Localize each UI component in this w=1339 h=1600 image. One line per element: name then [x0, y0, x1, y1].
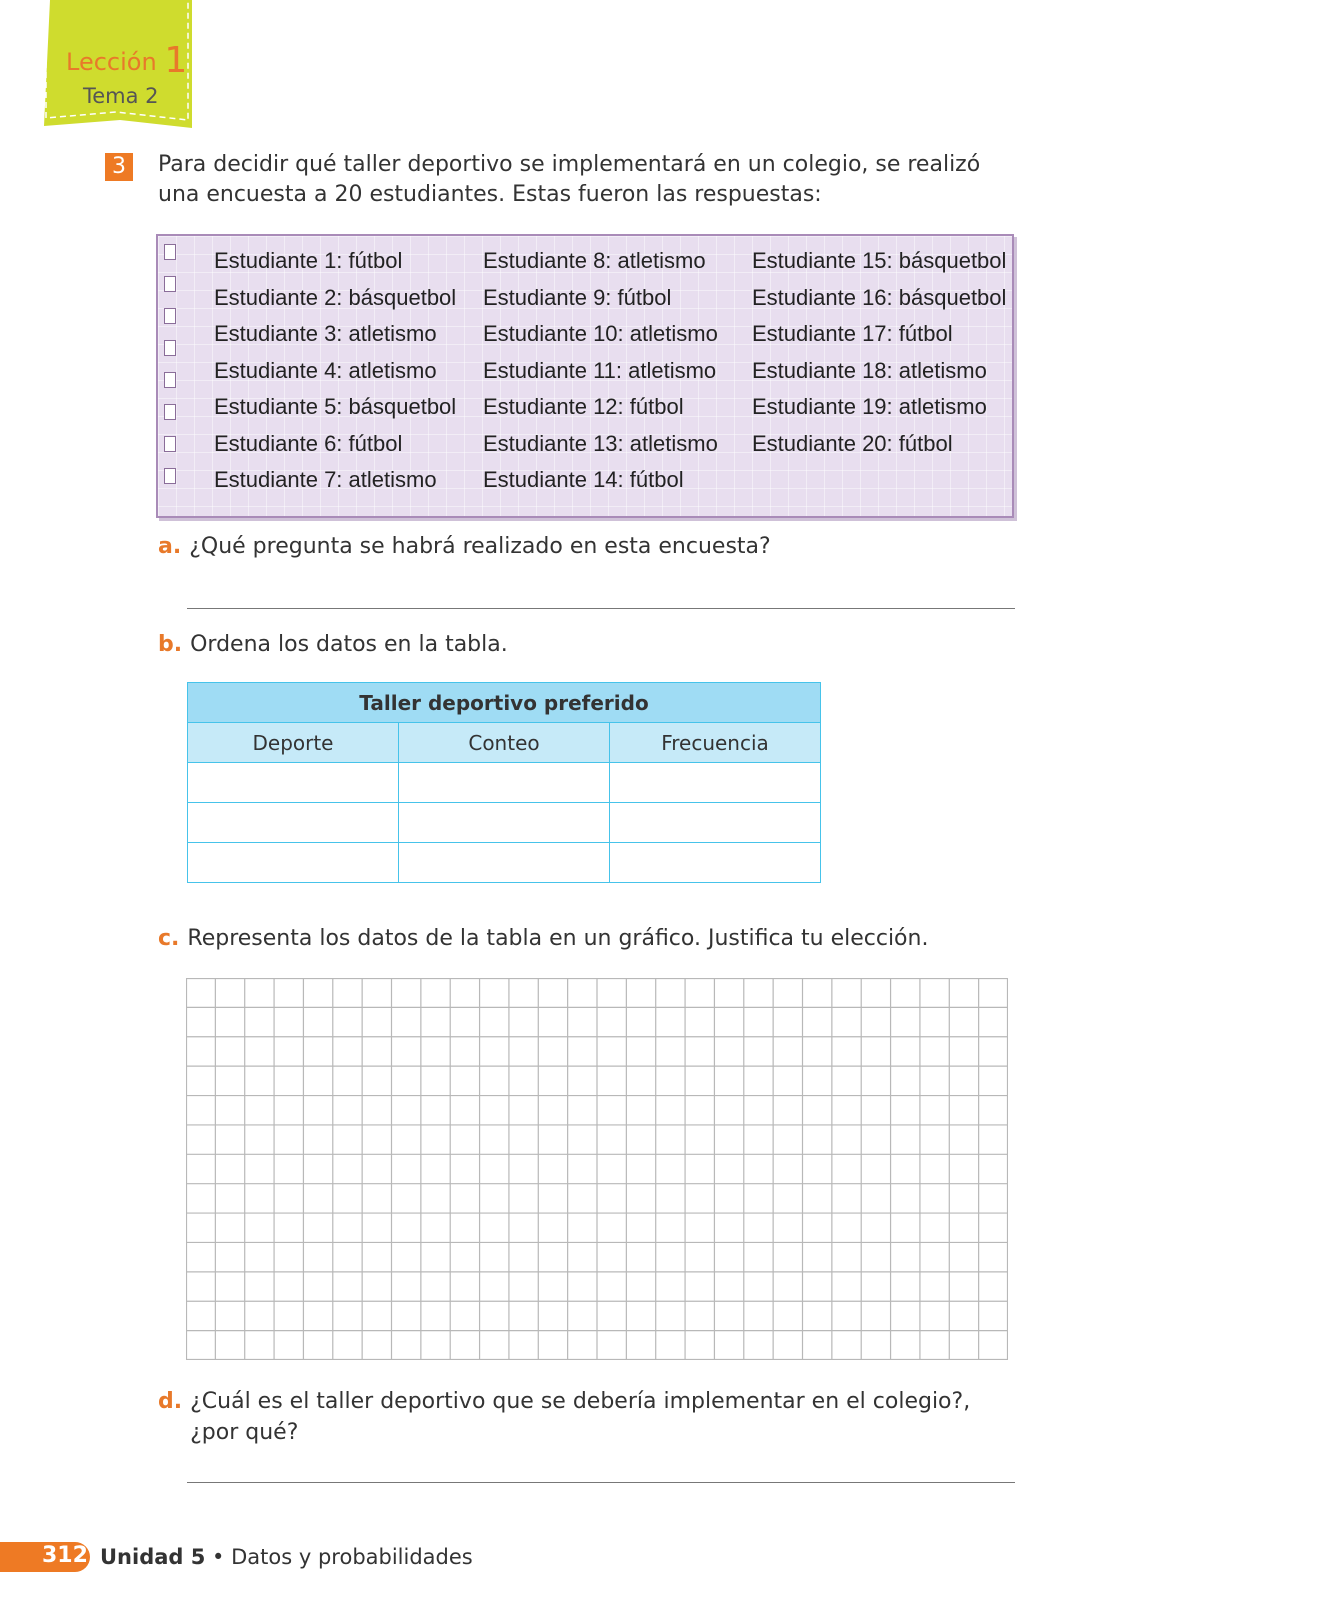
binder-ring-icon	[164, 340, 176, 356]
survey-response: Estudiante 13: atletismo	[483, 430, 718, 456]
binder-ring-icon	[164, 468, 176, 484]
survey-response: Estudiante 7: atletismo	[214, 467, 437, 492]
binder-ring-icon	[164, 244, 176, 260]
topic-label: Tema 2	[83, 84, 159, 108]
table-cell[interactable]	[188, 843, 399, 883]
footer-unit	[100, 1545, 473, 1569]
table-header: Frecuencia	[610, 723, 821, 763]
survey-response: Estudiante 17: fútbol	[752, 321, 953, 346]
table-cell[interactable]	[188, 803, 399, 843]
unit-title: Datos y probabilidades	[231, 1545, 473, 1569]
lesson-number: 1	[164, 40, 188, 81]
page-number: 312	[42, 1543, 88, 1568]
survey-column-1	[214, 246, 456, 502]
table-cell[interactable]	[399, 843, 610, 883]
table-cell[interactable]	[188, 763, 399, 803]
survey-response: Estudiante 18: atletismo	[752, 357, 987, 383]
table-row	[188, 843, 821, 883]
binder-ring-icon	[164, 436, 176, 452]
survey-response: Estudiante 8: atletismo	[483, 248, 706, 273]
exercise-number-badge: 3	[105, 153, 133, 181]
binder-ring-icon	[164, 372, 176, 388]
question-letter: c.	[158, 926, 180, 951]
survey-response: Estudiante 1: fútbol	[214, 248, 403, 273]
binder-ring-icon	[164, 308, 176, 324]
footer-separator: •	[212, 1545, 225, 1569]
table-header: Deporte	[188, 723, 399, 763]
question-text: ¿Cuál es el taller deportivo que se debería implementar en el colegio?, ¿por qué?	[190, 1389, 971, 1445]
survey-response: Estudiante 5: básquetbol	[214, 394, 457, 419]
survey-response: Estudiante 10: atletismo	[483, 321, 718, 346]
question-letter: a.	[158, 534, 182, 559]
question-text: Representa los datos de la tabla en un gráfico. Justifica tu elección.	[187, 926, 929, 951]
graph-paper-grid[interactable]	[186, 978, 1008, 1360]
question-d	[158, 1386, 1018, 1448]
table-row	[188, 803, 821, 843]
table-cell[interactable]	[610, 763, 821, 803]
survey-response: Estudiante 16: básquetbol	[752, 284, 1007, 310]
survey-response: Estudiante 14: fútbol	[483, 467, 684, 492]
table-cell[interactable]	[610, 843, 821, 883]
table-cell[interactable]	[399, 803, 610, 843]
survey-responses-box	[156, 234, 1014, 518]
binder-ring-icon	[164, 404, 176, 420]
survey-response: Estudiante 6: fútbol	[214, 430, 403, 456]
survey-response: Estudiante 12: fútbol	[483, 394, 684, 419]
unit-label: Unidad 5	[100, 1545, 206, 1569]
question-c	[158, 926, 928, 951]
survey-response: Estudiante 3: atletismo	[214, 321, 437, 346]
frequency-table	[187, 682, 821, 883]
question-letter: b.	[158, 632, 183, 657]
binder-ring-icon	[164, 276, 176, 292]
lesson-label	[66, 40, 187, 81]
survey-response: Estudiante 20: fútbol	[752, 430, 953, 456]
question-a	[158, 534, 771, 559]
survey-response: Estudiante 11: atletismo	[483, 357, 717, 383]
table-cell[interactable]	[610, 803, 821, 843]
binder-rings	[164, 244, 176, 500]
lesson-label-text: Lección	[66, 48, 157, 76]
survey-response: Estudiante 9: fútbol	[483, 284, 672, 310]
survey-response: Estudiante 15: básquetbol	[752, 248, 1007, 273]
question-text: Ordena los datos en la tabla.	[190, 632, 508, 657]
table-header: Conteo	[399, 723, 610, 763]
table-cell[interactable]	[399, 763, 610, 803]
question-letter: d.	[158, 1389, 183, 1414]
question-b	[158, 632, 508, 657]
lesson-tab	[44, 0, 194, 128]
table-row	[188, 763, 821, 803]
survey-column-2	[483, 246, 718, 502]
answer-line-a[interactable]	[187, 608, 1015, 609]
question-text: ¿Qué pregunta se habrá realizado en esta encuesta?	[189, 534, 771, 559]
survey-response: Estudiante 19: atletismo	[752, 394, 987, 419]
survey-response: Estudiante 2: básquetbol	[214, 284, 457, 310]
table-title: Taller deportivo preferido	[188, 683, 821, 723]
survey-column-3	[752, 246, 1006, 465]
answer-line-d[interactable]	[187, 1482, 1015, 1483]
page-number-tab	[0, 1542, 90, 1572]
survey-response: Estudiante 4: atletismo	[214, 357, 437, 383]
exercise-statement: Para decidir qué taller deportivo se implementará en un colegio, se realizó una encuesta a 20 estudiantes. Estas fueron las respuestas:	[158, 152, 981, 207]
